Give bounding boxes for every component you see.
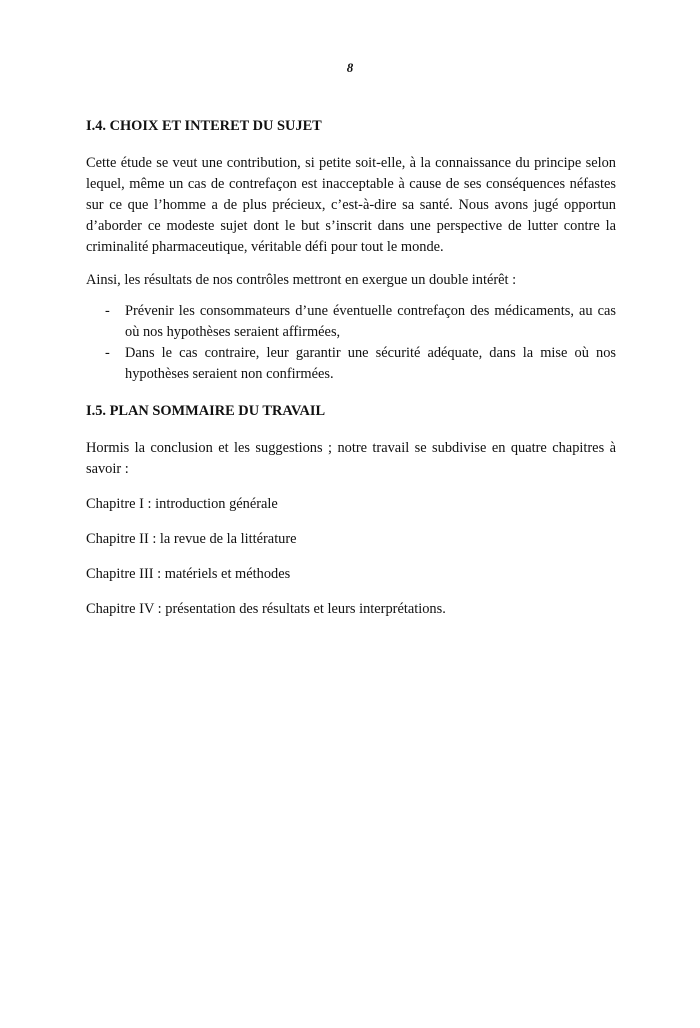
chapter-line-3: Chapitre III : matériels et méthodes [86,566,291,582]
list-item [86,301,616,343]
chapter-line-1: Chapitre I : introduction générale [86,496,278,512]
paragraph-contribution: Cette étude se veut une contribution, si petite soit-elle, à la connaissance du principe selon lequel, même un cas de contrefaçon est inacceptable à cause de ses conséquences néfastes sur ce que l’homme a de plus précieux, c’est-à-dire sa santé. Nous avons jugé opportun d’aborder ce modeste sujet dont le but s’inscrit dans une perspective de lutter contre la criminalité pharmaceutique, véritable défi pour tout le monde. [86,155,616,255]
bullet-dash: - [105,303,110,319]
section-heading-plan-sommaire: I.5. PLAN SOMMAIRE DU TRAVAIL [86,403,326,419]
list-item [86,343,616,385]
page-content [86,116,616,620]
page-number: 8 [346,60,354,75]
chapter-line-2: Chapitre II : la revue de la littérature [86,531,297,547]
paragraph-hormis: Hormis la conclusion et les suggestions ; notre travail se subdivise en quatre chapitres à savoir : [86,440,616,477]
bullet-text: Dans le cas contraire, leur garantir une sécurité adéquate, dans la mise où nos hypothèses seraient non confirmées. [125,345,616,382]
section-heading-choix-interet: I.4. CHOIX ET INTERET DU SUJET [86,118,322,134]
chapter-line-4: Chapitre IV : présentation des résultats et leurs interprétations. [86,601,446,617]
paragraph-double-interet: Ainsi, les résultats de nos contrôles mettront en exergue un double intérêt : [86,272,517,288]
bullet-text: Prévenir les consommateurs d’une éventuelle contrefaçon des médicaments, au cas où nos hypothèses seraient affirmées, [125,303,616,340]
bullet-list [86,301,616,385]
bullet-dash: - [105,345,110,361]
